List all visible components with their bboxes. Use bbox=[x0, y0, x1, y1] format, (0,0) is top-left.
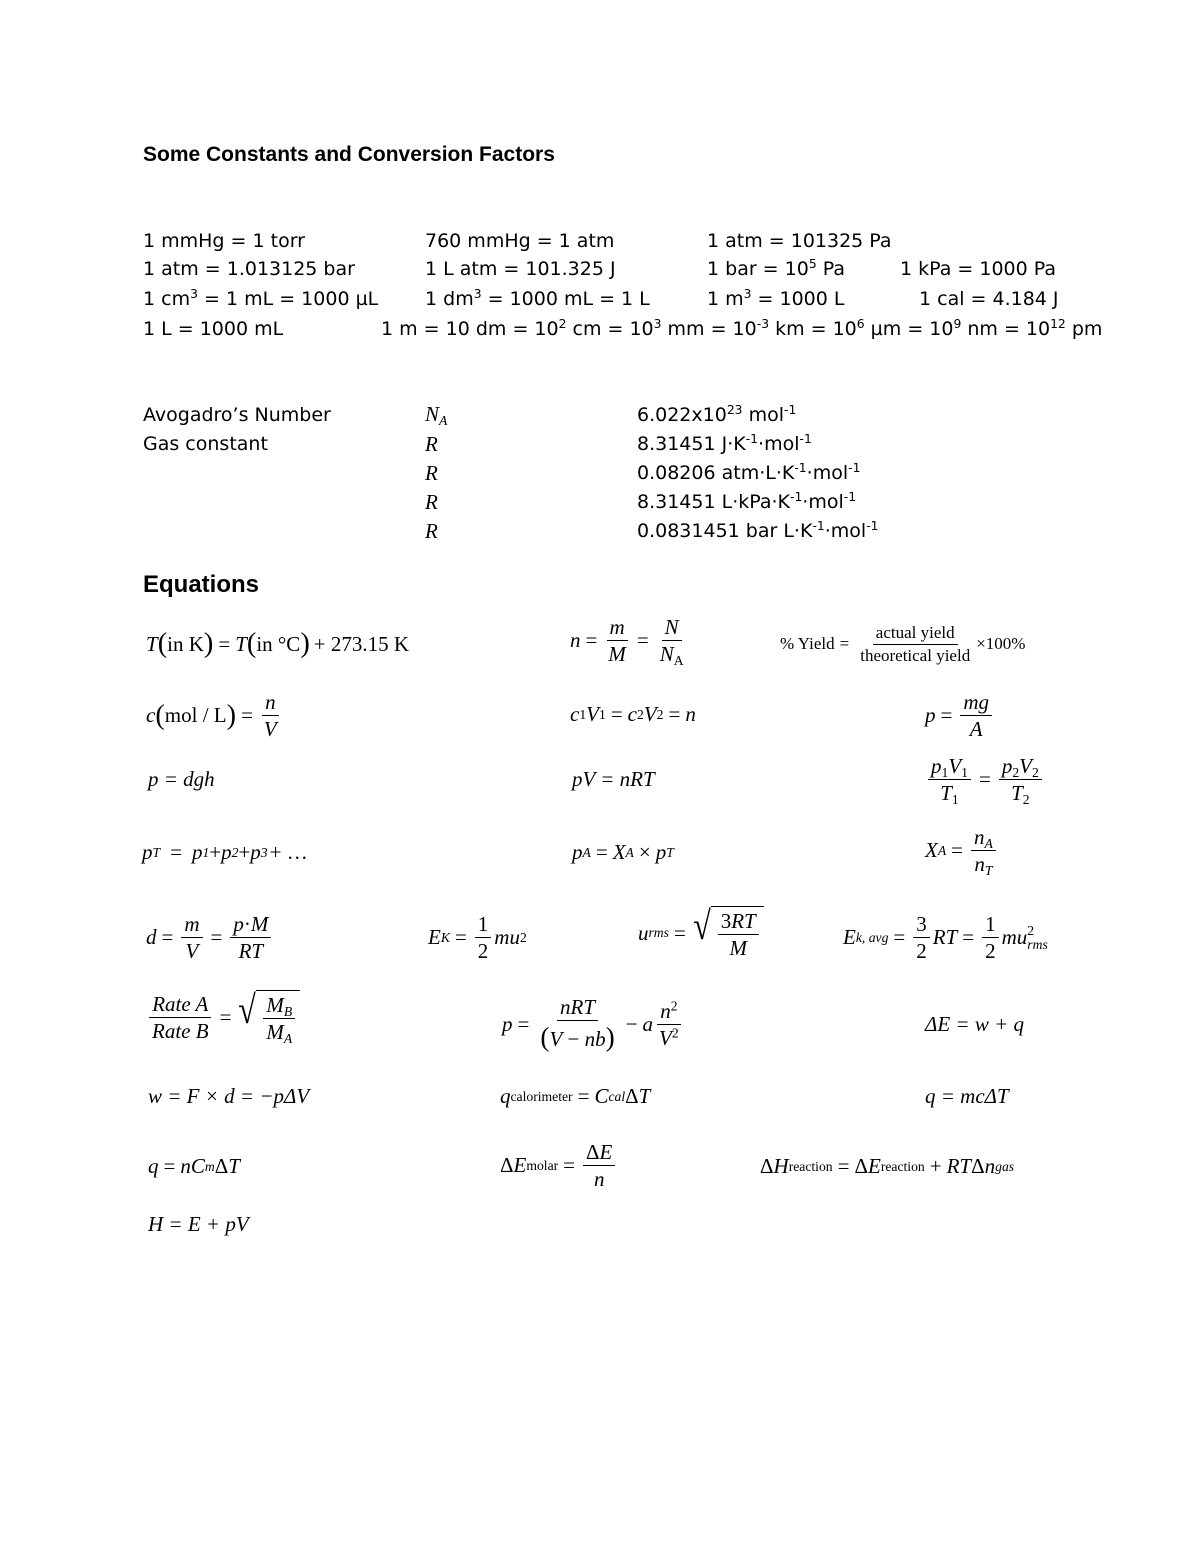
conversion-10: 1 $m^3 = 1000$ L bbox=[707, 287, 845, 310]
eq-kelvin: T ( in K ) = T ( in °C ) + 273.15 K bbox=[146, 628, 410, 659]
eq-van-der-waals: p = $\frac{\text{nRT}}{(V - nb)}$ − a $\frac{n^2}{V^2}$ bbox=[502, 995, 679, 1053]
eq-concentration: c ( mol / L ) = $\frac{n}{V}$ bbox=[146, 690, 277, 742]
eq-average-kinetic-energy: E k, avg = $\frac{3}{2}$ RT = $\frac{1}{2}$ mu 2 rms bbox=[843, 912, 1048, 964]
eq-dilution: c 1 V 1 = c 2 V 2 = n bbox=[570, 702, 696, 726]
eq-heat-molar: q = nC m ΔT bbox=[148, 1154, 240, 1178]
eq-internal-energy: ΔE = w + q bbox=[925, 1012, 1025, 1036]
page-title: Some Constants and Conversion Factors bbox=[143, 143, 555, 166]
constant-symbol-r: R bbox=[425, 461, 438, 485]
conversion-12: 1 L = 1000 mL bbox=[143, 318, 284, 340]
eq-combined-gas: $\frac{p_1V_1}{T_1}$ = $\frac{p_2V_2}{T_2}$ bbox=[925, 754, 1045, 805]
eq-mole-fraction: X A = $\frac{n_A}{n_T}$ bbox=[925, 825, 999, 876]
constant-value-r3: 8.31451 $L\cdot kPa\cdot K^{-1}\cdot mol^{-1}$ bbox=[637, 490, 857, 513]
constant-symbol-r: R bbox=[425, 519, 438, 543]
constant-value-r2: 0.08206 $atm\cdot L\cdot K^{-1}\cdot mol^{-1}$ bbox=[637, 461, 861, 484]
conversion-9: 1 $dm^3 = 1000$ mL = 1 L bbox=[425, 287, 650, 310]
eq-moles: n = $\frac{m}{M}$ = $\frac{N}{N_A}$ bbox=[570, 615, 684, 669]
conversion-4: 1 atm = 1.013125 bar bbox=[143, 258, 355, 280]
eq-heat-mass: q = mcΔT bbox=[925, 1084, 1009, 1108]
eq-ideal-gas: pV = nRT bbox=[572, 767, 655, 791]
eq-work: w = F × d = −pΔV bbox=[148, 1084, 310, 1108]
conversion-1: 1 mmHg = 1 torr bbox=[143, 230, 305, 252]
eq-rms-speed: u rms = √ $\frac{3RT}{M}$ bbox=[638, 906, 764, 960]
constant-symbol-na: $N_A$ bbox=[425, 402, 448, 429]
conversion-7: 1 kPa = 1000 Pa bbox=[900, 258, 1057, 280]
constant-name-gas: Gas constant bbox=[143, 433, 268, 455]
eq-yield: % Yield = $\frac{\text{actual yield}}{\text{theoretical yield}}$ ×100% bbox=[780, 623, 1026, 665]
eq-density: d = $\frac{m}{V}$ = $\frac{p\cdot M}{RT}$ bbox=[146, 912, 274, 963]
conversion-3: 1 atm = 101325 Pa bbox=[707, 230, 892, 252]
eq-enthalpy-reaction: ΔH reaction = ΔE reaction + RT Δn gas bbox=[760, 1154, 1015, 1178]
constant-value-avogadro: $6.022x10^{23}$ mol$^{-1}$ bbox=[637, 403, 797, 426]
conversion-2: 760 mmHg = 1 atm bbox=[425, 230, 615, 252]
conversion-5: 1 L atm = 101.325 J bbox=[425, 258, 616, 280]
constant-value-r4: 0.0831451 bar $L\cdot K^{-1}\cdot mol^{-1}$ bbox=[637, 519, 879, 542]
eq-dalton: p T = p 1 + p 2 + p 3 + … bbox=[142, 840, 308, 864]
eq-pressure-force: p = $\frac{mg}{A}$ bbox=[925, 690, 995, 741]
conversion-13: 1 m = 10 dm = $10^2$ cm = $10^3$ mm = $10^{-3}$ km = $10^6$ $\mu m = 10^9$ nm = $10^{12}$ pm bbox=[381, 317, 1103, 340]
conversion-8: 1 $cm^3 = 1$ mL = 1000 µL bbox=[143, 287, 379, 310]
conversion-11: 1 cal = 4.184 J bbox=[919, 288, 1059, 310]
eq-enthalpy: H = E + pV bbox=[148, 1212, 249, 1236]
eq-kinetic-energy: E K = $\frac{1}{2}$ mu 2 bbox=[428, 912, 527, 964]
eq-hydrostatic: p = dgh bbox=[148, 767, 215, 791]
eq-calorimeter: q calorimeter = C cal ΔT bbox=[500, 1084, 651, 1108]
eq-graham: $\frac{\text{Rate A}}{\text{Rate B}}$ = √ $\frac{M_B}{M_A}$ bbox=[146, 990, 300, 1044]
eq-partial-pressure: p A = X A × p T bbox=[572, 840, 674, 864]
constant-symbol-r: R bbox=[425, 432, 438, 456]
constant-symbol-r: R bbox=[425, 490, 438, 514]
constant-name-avogadro: Avogadro’s Number bbox=[143, 404, 331, 426]
conversion-6: 1 bar = $10^5$ Pa bbox=[707, 257, 845, 280]
eq-molar-energy: ΔE molar = $\frac{\Delta E}{n}$ bbox=[500, 1140, 618, 1191]
equations-heading: Equations bbox=[143, 571, 260, 598]
constant-value-r1: 8.31451 $J\cdot K^{-1}\cdot mol^{-1}$ bbox=[637, 432, 812, 455]
